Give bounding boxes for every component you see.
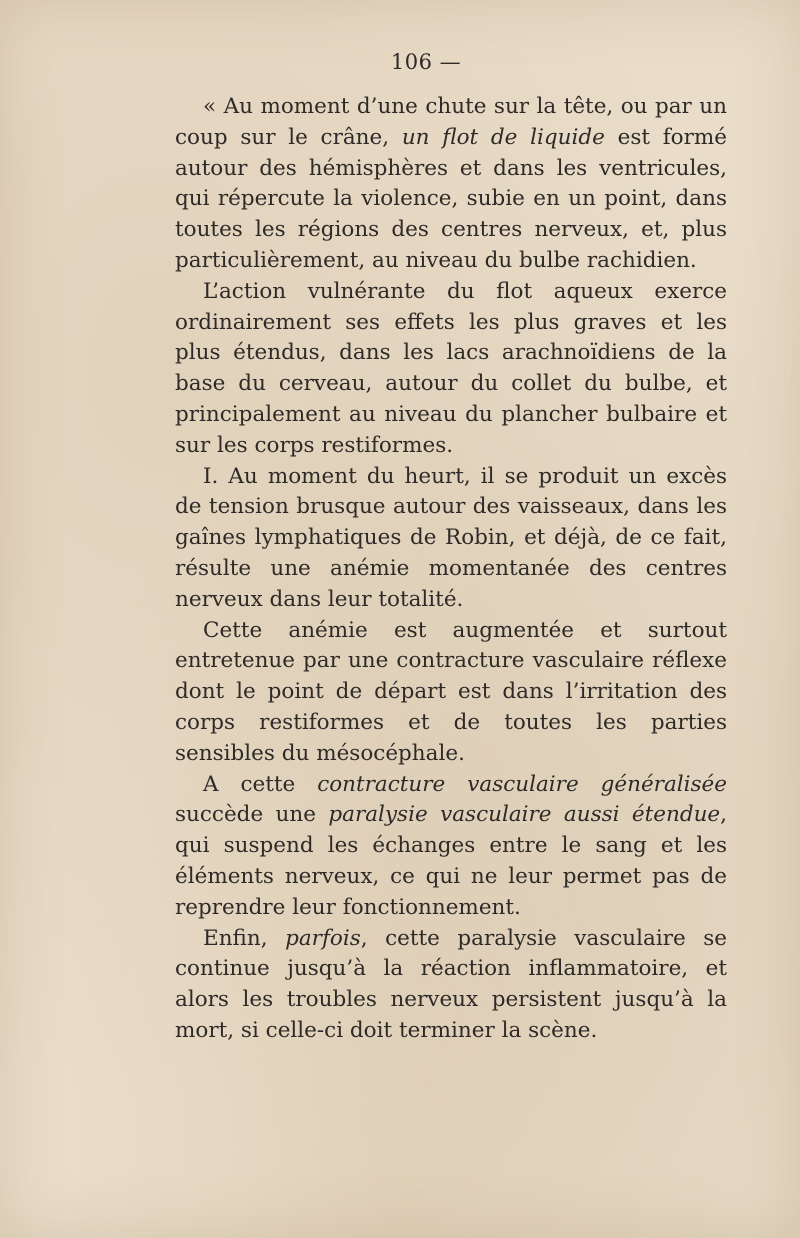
paragraph [175,92,727,277]
text-segment: succède une [175,802,329,828]
italic-segment: un flot de liquide [401,124,605,150]
paragraph [175,924,727,1047]
text-segment: , cette paralysie vasculaire se continue jusqu’à la réaction inflammatoire, et alors les troubles nerveux persistent jusqu’à la mort, si celle-ci doit terminer la scène. [175,925,727,1043]
text-segment: Cette anémie est augmentée et surtout entretenue par une contracture vasculaire réflexe dont le point de départ est dans l’irritation des corps restiformes et de toutes les parties sensibles du mésocéphale. [175,617,727,766]
italic-segment: paralysie vasculaire aussi étendue [328,802,721,828]
italic-segment: contracture vasculaire généralisée [317,771,728,797]
text-segment: , qui suspend les échanges entre le sang et les éléments nerveux, ce qui ne leur permet pas de reprendre leur fonctionnement. [175,802,728,920]
body-text [175,92,727,1047]
italic-segment: parfois [285,925,361,951]
text-segment: « Au moment d’une chute sur la tête, ou par un coup sur le crâne, [175,94,727,150]
paragraph [175,462,727,616]
text-segment: I. Au moment du heurt, il se produit un excès de tension brusque autour des vaisseaux, dans les gaînes lymphatiques de Robin, et déjà, de ce fait, résulte une anémie momentanée des centres nerveux dans leur totalité. [175,463,727,612]
page-number: 106 — [390,50,462,74]
text-segment: A cette [203,771,318,797]
paragraph [175,277,727,462]
text-segment: L’action vulnérante du flot aqueux exerce ordinairement ses effets les plus graves et les plus étendus, dans les lacs arachnoïdiens de la base du cerveau, autour du collet du bulbe, et principalement au niveau du plancher bulbaire et sur les corps restiformes. [175,278,727,458]
paragraph [175,770,727,924]
text-segment: Enfin, [203,925,286,951]
paragraph [175,616,727,770]
text-segment: est formé autour des hémisphères et dans les ventricules, qui répercute la violence, subie en un point, dans toutes les régions des centres nerveux, et, plus particulièrement, au niveau du bulbe rachidien. [175,124,728,273]
